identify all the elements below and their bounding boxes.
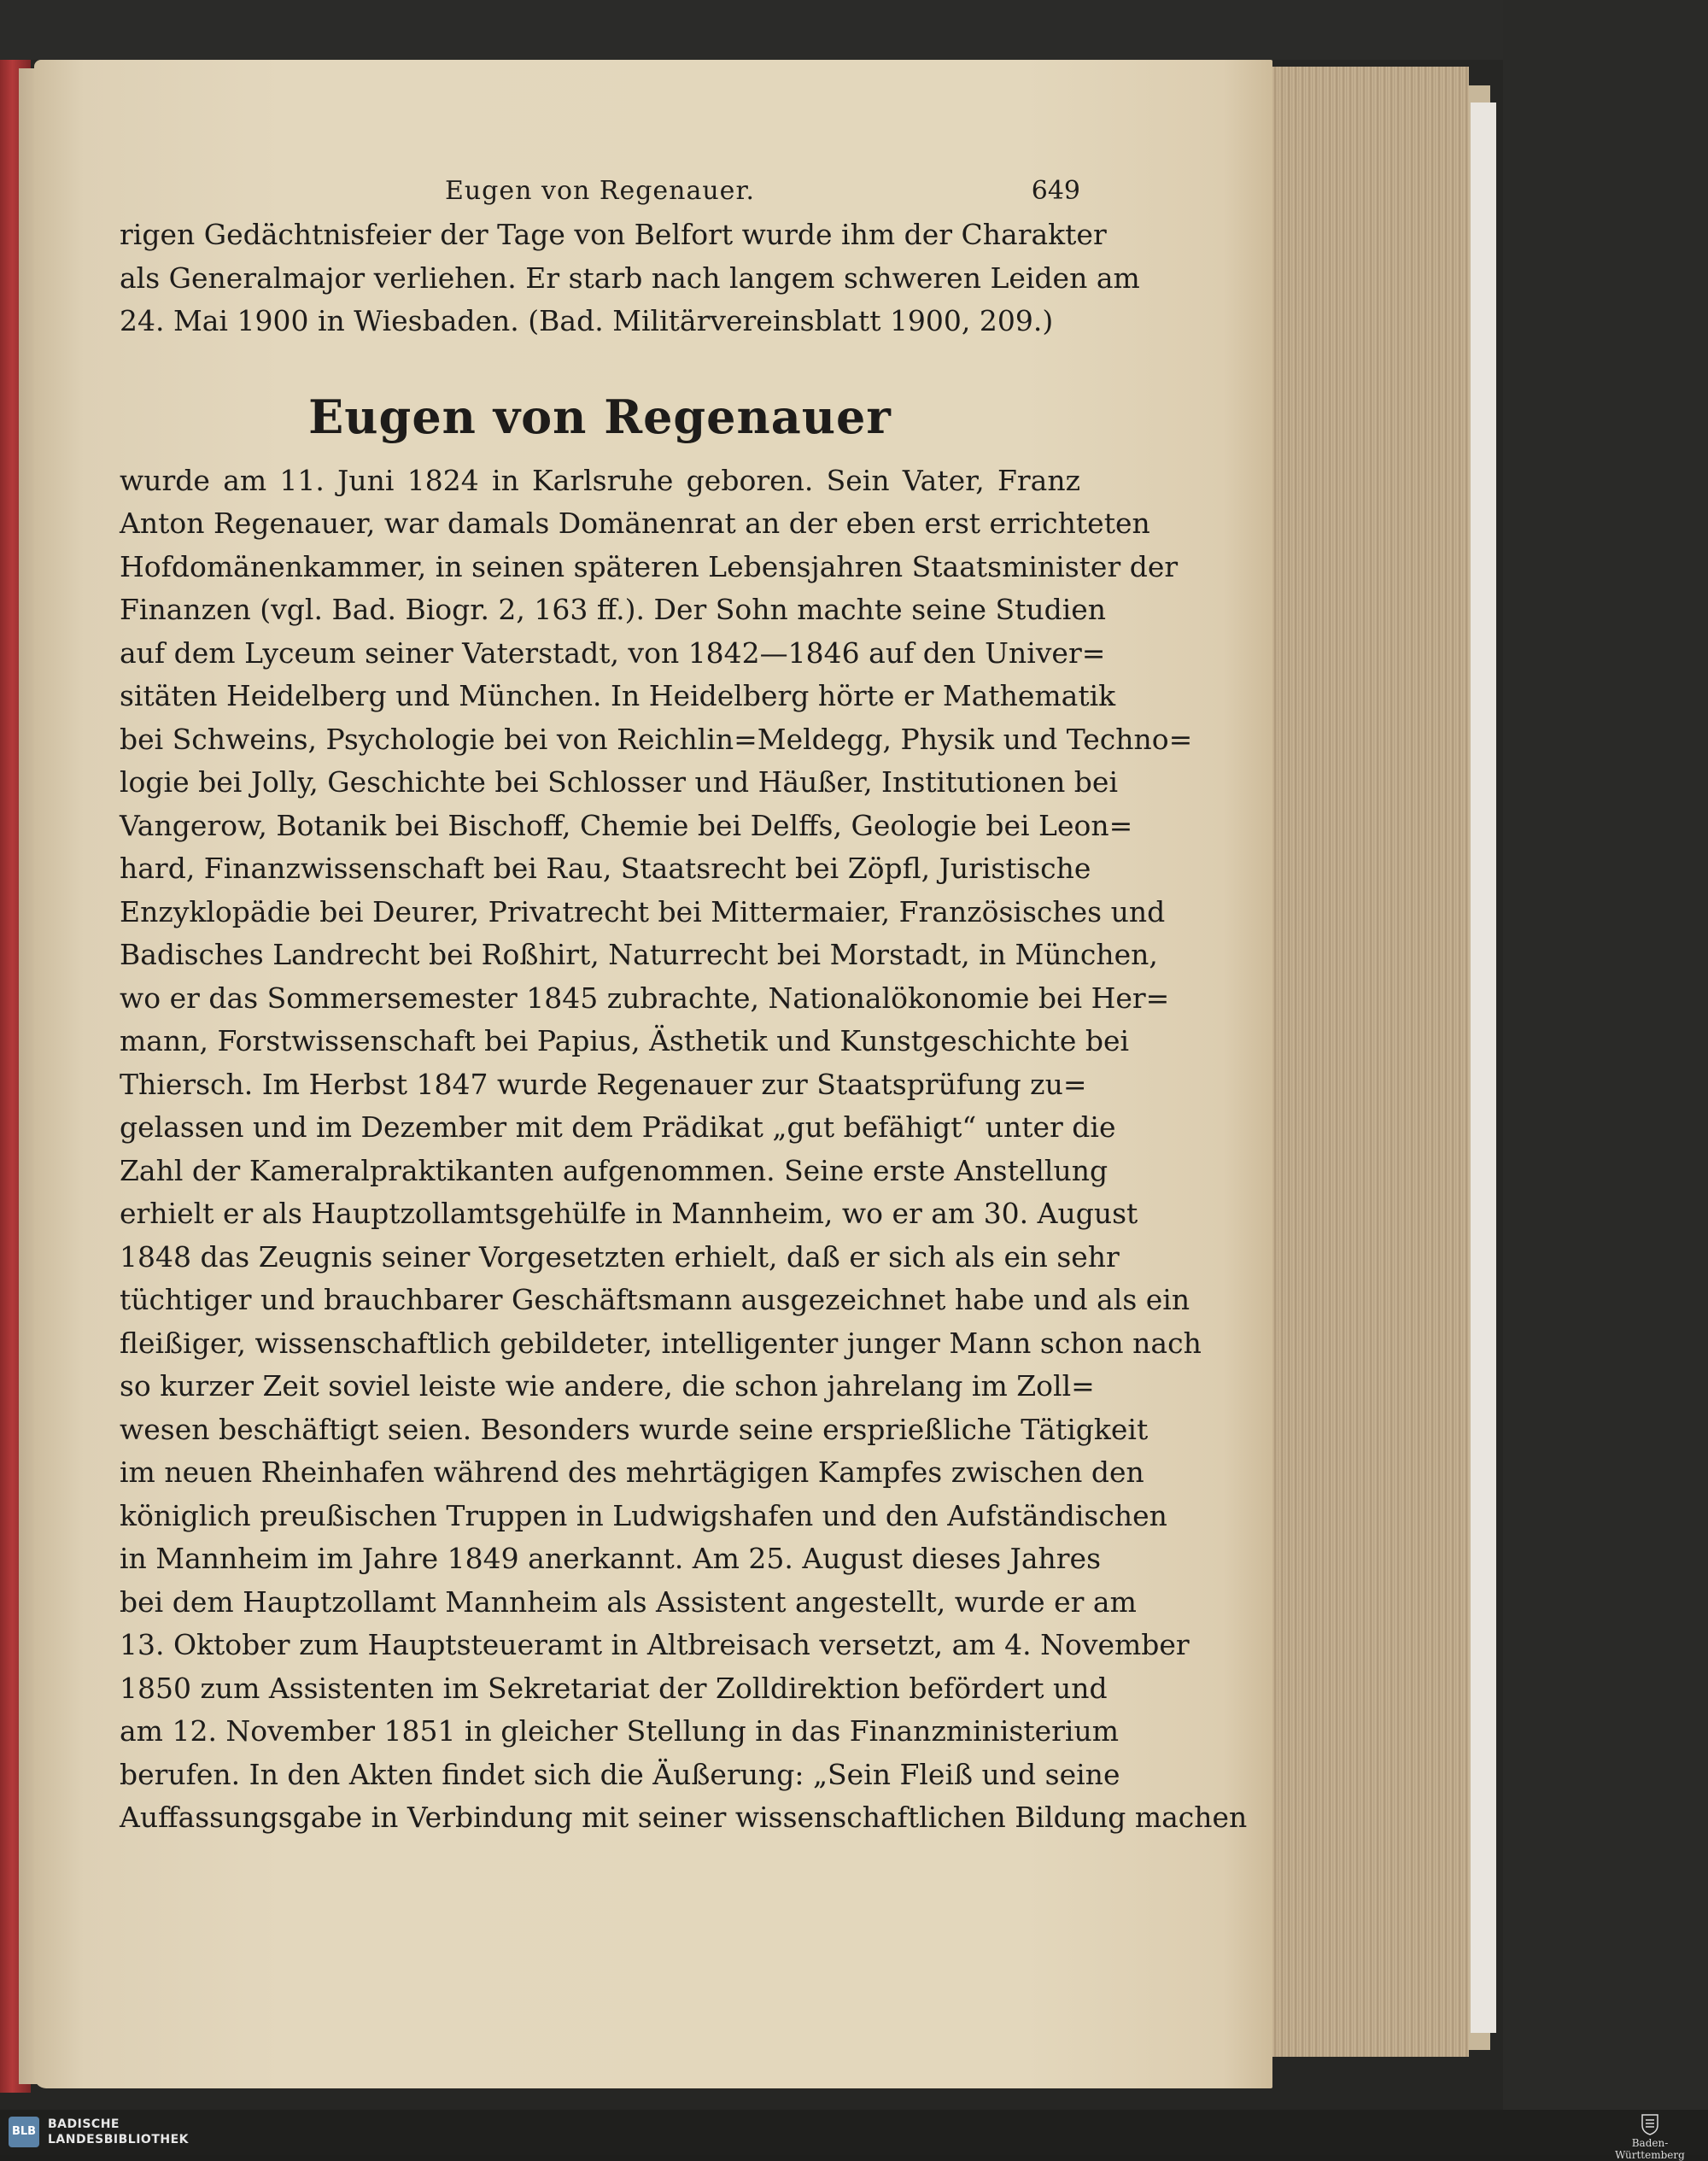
state-logo	[1599, 2113, 1701, 2161]
text-line: auf dem Lyceum seiner Vaterstadt, von 1842—1846 auf den Univer=	[120, 635, 1106, 670]
text-line: Thiersch. Im Herbst 1847 wurde Regenauer zur Staatsprüfung zu=	[120, 1067, 1087, 1101]
text-line: wo er das Sommersemester 1845 zubrachte, Nationalökonomie bei Her=	[120, 981, 1170, 1015]
library-name	[48, 2117, 189, 2147]
text-line: gelassen und im Dezember mit dem Prädikat „gut befähigt“ unter die	[120, 1110, 1116, 1144]
footer-bar	[0, 2110, 1708, 2161]
text-line: 13. Oktober zum Hauptsteueramt in Altbreisach versetzt, am 4. November	[120, 1628, 1190, 1661]
coat-of-arms-icon	[1641, 2113, 1659, 2135]
body-paragraph	[120, 460, 1248, 1840]
page-number: 649	[1031, 176, 1080, 206]
text-line: königlich preußischen Truppen in Ludwigshafen und den Aufständischen	[120, 1498, 1167, 1532]
article-heading: Eugen von Regenauer	[308, 389, 892, 444]
text-line: mann, Forstwissenschaft bei Papius, Ästhetik und Kunstgeschichte bei	[120, 1024, 1130, 1057]
text-line: Badisches Landrecht bei Roßhirt, Naturrecht bei Morstadt, in München,	[120, 938, 1158, 971]
text-line: 1850 zum Assistenten im Sekretariat der Zolldirektion befördert und	[120, 1671, 1108, 1705]
text-line: erhielt er als Hauptzollamtsgehülfe in Mannheim, wo er am 30. August	[120, 1197, 1138, 1230]
book-cover-right	[1503, 0, 1708, 2110]
text-line: Enzyklopädie bei Deurer, Privatrecht bei Mittermaier, Französisches und	[120, 894, 1166, 928]
text-line: so kurzer Zeit soviel leiste wie andere, die schon jahrelang im Zoll=	[120, 1369, 1095, 1403]
page-fore-edge	[1264, 67, 1469, 2057]
text-line: 1848 das Zeugnis seiner Vorgesetzten erhielt, daß er sich als ein sehr	[120, 1239, 1120, 1274]
text-line: wesen beschäftigt seien. Besonders wurde seine ersprießliche Tätigkeit	[120, 1412, 1149, 1446]
text-line: am 12. November 1851 in gleicher Stellung in das Finanzministerium	[120, 1714, 1120, 1748]
running-header	[120, 171, 1080, 214]
text-line: 24. Mai 1900 in Wiesbaden. (Bad. Militärvereinsblatt 1900, 209.)	[120, 304, 1054, 337]
blb-logo: BLB	[9, 2117, 39, 2147]
book-cover-top	[0, 0, 1708, 60]
text-line: logie bei Jolly, Geschichte bei Schlosser und Häußer, Institutionen bei	[120, 765, 1119, 799]
text-line: im neuen Rheinhafen während des mehrtägigen Kampfes zwischen den	[120, 1455, 1144, 1489]
text-line: bei dem Hauptzollamt Mannheim als Assistent angestellt, wurde er am	[120, 1584, 1137, 1619]
paper-strip	[1471, 102, 1496, 2033]
text-line: fleißiger, wissenschaftlich gebildeter, intelligenter junger Mann schon nach	[120, 1326, 1202, 1360]
library-name-line1: BADISCHE	[48, 2117, 120, 2131]
state-name: Baden-Württemberg	[1615, 2137, 1685, 2161]
text-line: tüchtiger und brauchbarer Geschäftsmann ausgezeichnet habe und als ein	[120, 1283, 1190, 1316]
text-line: sitäten Heidelberg und München. In Heidelberg hörte er Mathematik	[120, 679, 1116, 712]
text-line: Vangerow, Botanik bei Bischoff, Chemie bei Delffs, Geologie bei Leon=	[120, 808, 1133, 842]
text-line: in Mannheim im Jahre 1849 anerkannt. Am 25. August dieses Jahres	[120, 1542, 1102, 1575]
library-name-line2: LANDESBIBLIOTHEK	[48, 2133, 190, 2146]
text-line: Finanzen (vgl. Bad. Biogr. 2, 163 ff.). Der Sohn machte seine Studien	[120, 593, 1107, 626]
text-line: rigen Gedächtnisfeier der Tage von Belfort wurde ihm der Charakter	[120, 218, 1107, 251]
intro-paragraph	[120, 214, 1140, 343]
text-line: Zahl der Kameralpraktikanten aufgenommen. Seine erste Anstellung	[120, 1153, 1108, 1187]
text-line: hard, Finanzwissenschaft bei Rau, Staatsrecht bei Zöpfl, Juristische	[120, 852, 1091, 885]
text-line: bei Schweins, Psychologie bei von Reichlin=Meldegg, Physik und Techno=	[120, 722, 1193, 756]
text-line: Hofdomänenkammer, in seinen späteren Lebensjahren Staatsminister der	[120, 549, 1179, 583]
text-line: Anton Regenauer, war damals Domänenrat an der eben erst errichteten	[120, 507, 1150, 540]
text-line: Auffassungsgabe in Verbindung mit seiner wissenschaftlichen Bildung machen	[120, 1801, 1248, 1834]
text-line: als Generalmajor verliehen. Er starb nach langem schweren Leiden am	[120, 261, 1140, 295]
page-content	[120, 171, 1248, 1840]
text-line: berufen. In den Akten findet sich die Äußerung: „Sein Fleiß und seine	[120, 1757, 1120, 1791]
text-line: wurde am 11. Juni 1824 in Karlsruhe geboren. Sein Vater, Franz	[120, 463, 1080, 497]
running-title: Eugen von Regenauer.	[444, 176, 756, 206]
